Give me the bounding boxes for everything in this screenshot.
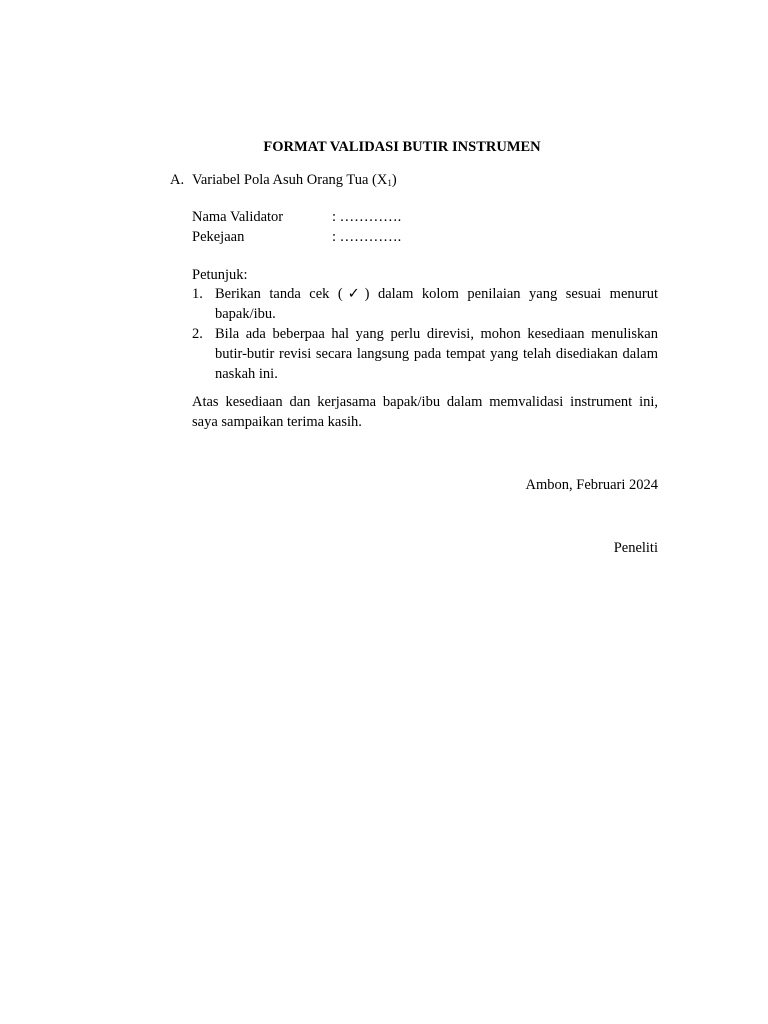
field-row-pekejaan [192,227,658,247]
instructions-list [192,284,658,384]
instruction-number: 1. [192,286,203,302]
instruction-number: 2. [192,326,203,342]
document-title: FORMAT VALIDASI BUTIR INSTRUMEN [263,139,541,155]
instruction-text: Bila ada beberpaa hal yang perlu direvisi, mohon kesediaan menuliskan butir-butir revisi secara langsung pada tempat yang telah disediakan dalam naskah ini. [215,326,658,382]
field-label: Nama Validator [192,209,284,225]
instructions-heading: Petunjuk: [192,267,248,283]
section-letter: A. [170,172,185,188]
signer-label: Peneliti [613,540,658,556]
section-title [192,170,397,190]
instruction-item [192,324,658,384]
field-value: : …………. [332,229,402,245]
field-row-nama-validator [192,207,658,227]
section-title-subscript: 1 [387,178,392,188]
section-title-text: Variabel Pola Asuh Orang Tua (X [192,172,388,188]
place-date: Ambon, Februari 2024 [525,477,658,493]
instruction-item [192,284,658,324]
closing-paragraph: Atas kesediaan dan kerjasama bapak/ibu dalam memvalidasi instrument ini, saya sampaikan terima kasih. [192,394,658,430]
field-value: : …………. [332,209,402,225]
field-label: Pekejaan [192,229,245,245]
section-title-end: ) [391,172,397,188]
instruction-text: Berikan tanda cek (✓) dalam kolom penilaian yang sesuai menurut bapak/ibu. [215,286,658,322]
validator-fields [192,207,658,247]
